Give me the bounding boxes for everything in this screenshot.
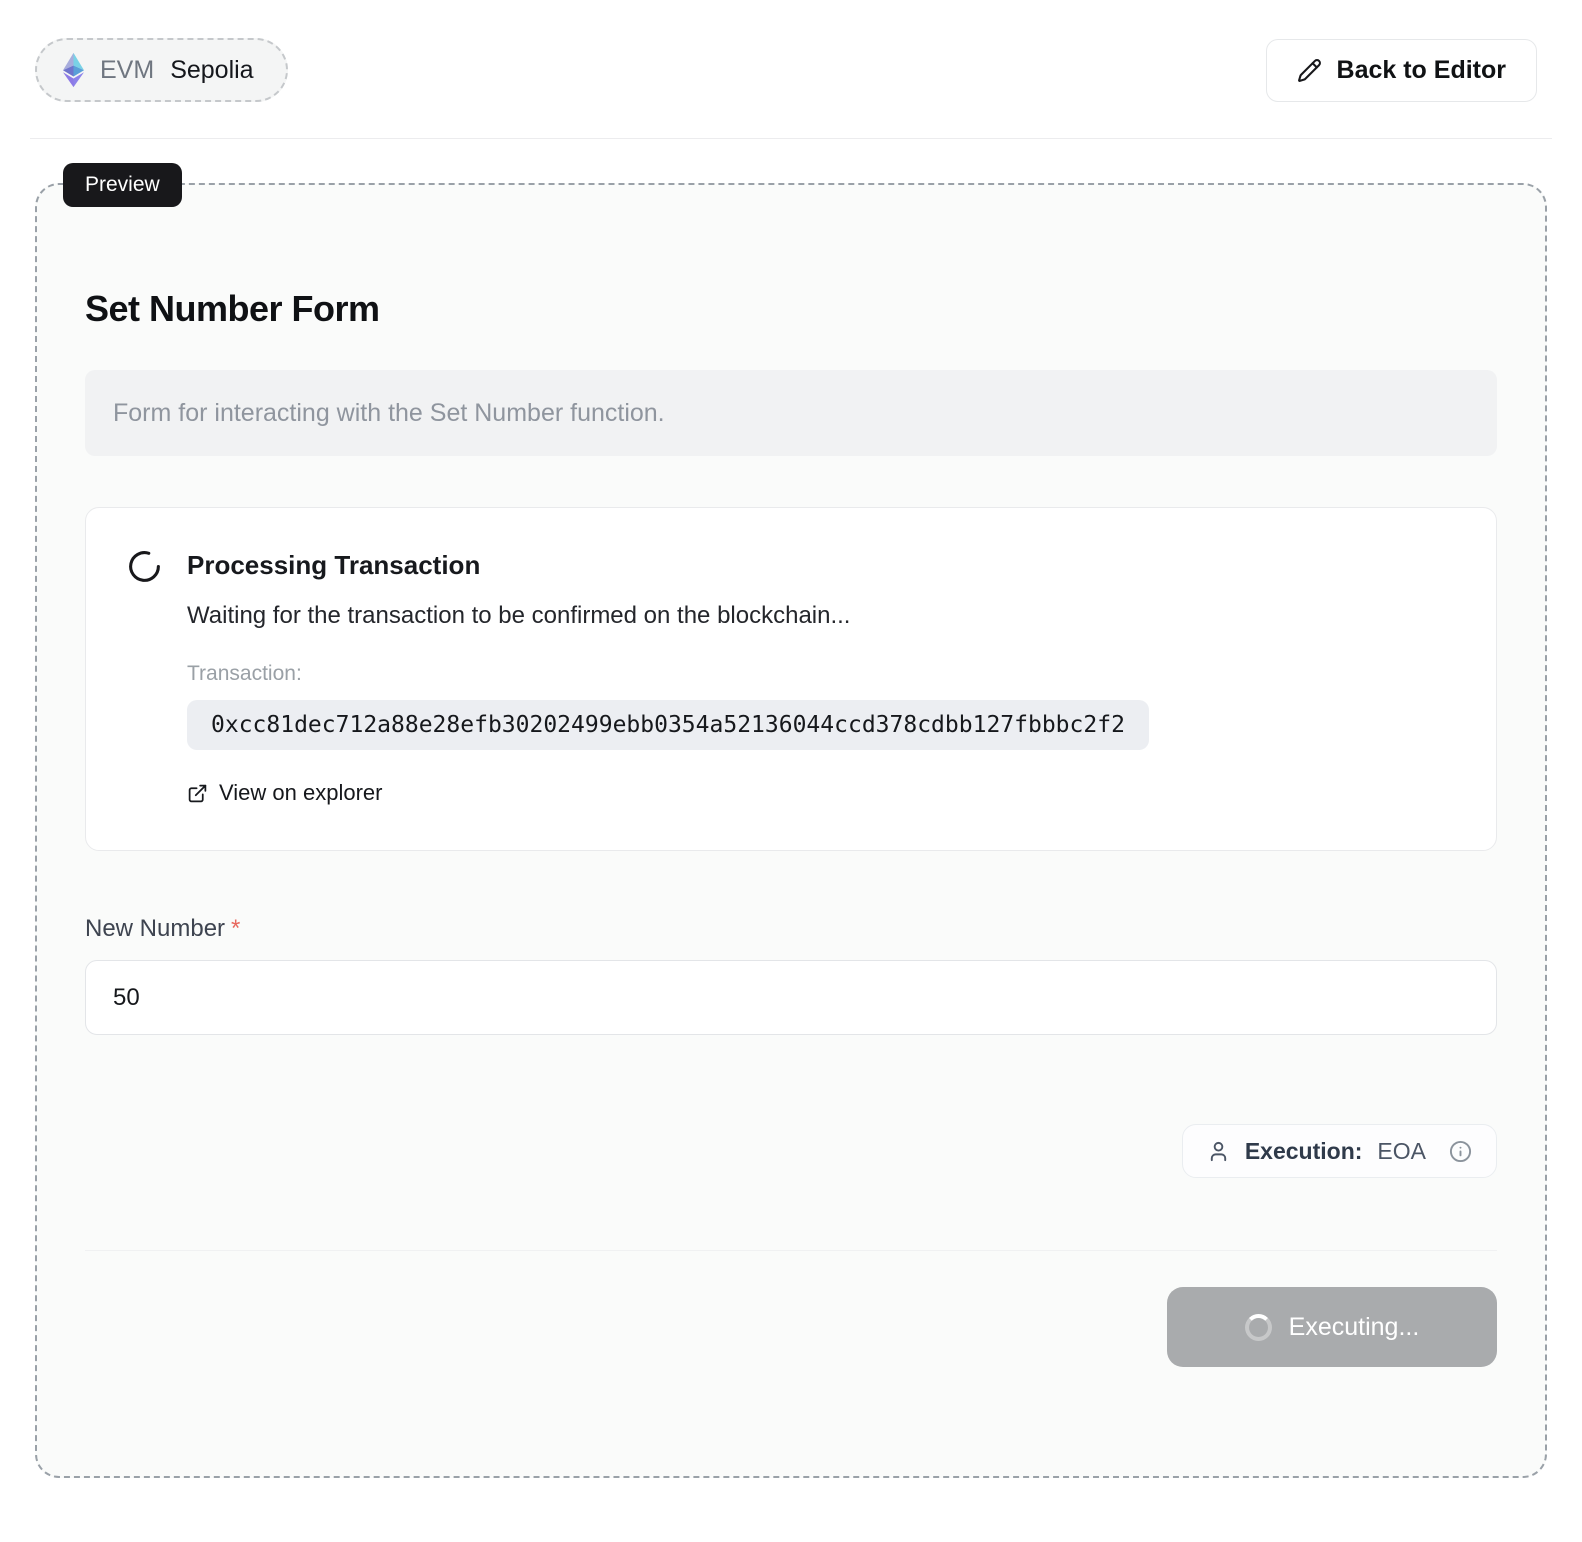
execution-badge[interactable] xyxy=(1182,1124,1497,1178)
user-icon xyxy=(1207,1140,1230,1163)
network-badge[interactable] xyxy=(35,38,288,102)
preview-panel xyxy=(35,173,1547,1478)
new-number-input[interactable] xyxy=(85,960,1497,1035)
form-title: Set Number Form xyxy=(85,288,380,329)
new-number-label xyxy=(85,915,1497,943)
ethereum-icon xyxy=(63,52,84,88)
execution-row xyxy=(85,1124,1497,1178)
new-number-label-text: New Number xyxy=(85,915,226,942)
execute-button[interactable] xyxy=(1167,1287,1497,1367)
preview-badge: Preview xyxy=(63,163,182,207)
network-name-label: Sepolia xyxy=(170,55,254,84)
network-platform-label: EVM xyxy=(100,55,155,84)
top-bar xyxy=(0,0,1582,102)
required-marker: * xyxy=(231,915,241,942)
transaction-hash: 0xcc81dec712a88e28efb30202499ebb0354a52136044ccd378cdbb127fbbbc2f2 xyxy=(187,700,1149,750)
status-title: Processing Transaction xyxy=(187,550,481,580)
transaction-label: Transaction: xyxy=(187,662,302,685)
back-to-editor-button[interactable] xyxy=(1266,39,1537,102)
back-to-editor-label: Back to Editor xyxy=(1336,55,1506,84)
form-description: Form for interacting with the Set Number function. xyxy=(85,370,1497,456)
explorer-link-label: View on explorer xyxy=(219,780,383,805)
status-message: Waiting for the transaction to be confirmed on the blockchain... xyxy=(187,602,851,629)
execution-label: Execution: xyxy=(1244,1137,1363,1164)
button-spinner-icon xyxy=(1245,1314,1272,1341)
execute-button-label: Executing... xyxy=(1288,1312,1420,1341)
spinner-icon xyxy=(126,548,163,585)
info-icon[interactable] xyxy=(1449,1140,1472,1163)
external-link-icon xyxy=(187,783,208,804)
form-divider xyxy=(85,1250,1497,1251)
status-card-body xyxy=(187,548,1149,806)
transaction-status-card xyxy=(85,507,1497,851)
execution-value: EOA xyxy=(1377,1137,1426,1164)
submit-row xyxy=(85,1287,1497,1367)
view-on-explorer-link[interactable] xyxy=(187,780,382,806)
pencil-icon xyxy=(1297,58,1322,83)
header-divider xyxy=(30,138,1552,139)
